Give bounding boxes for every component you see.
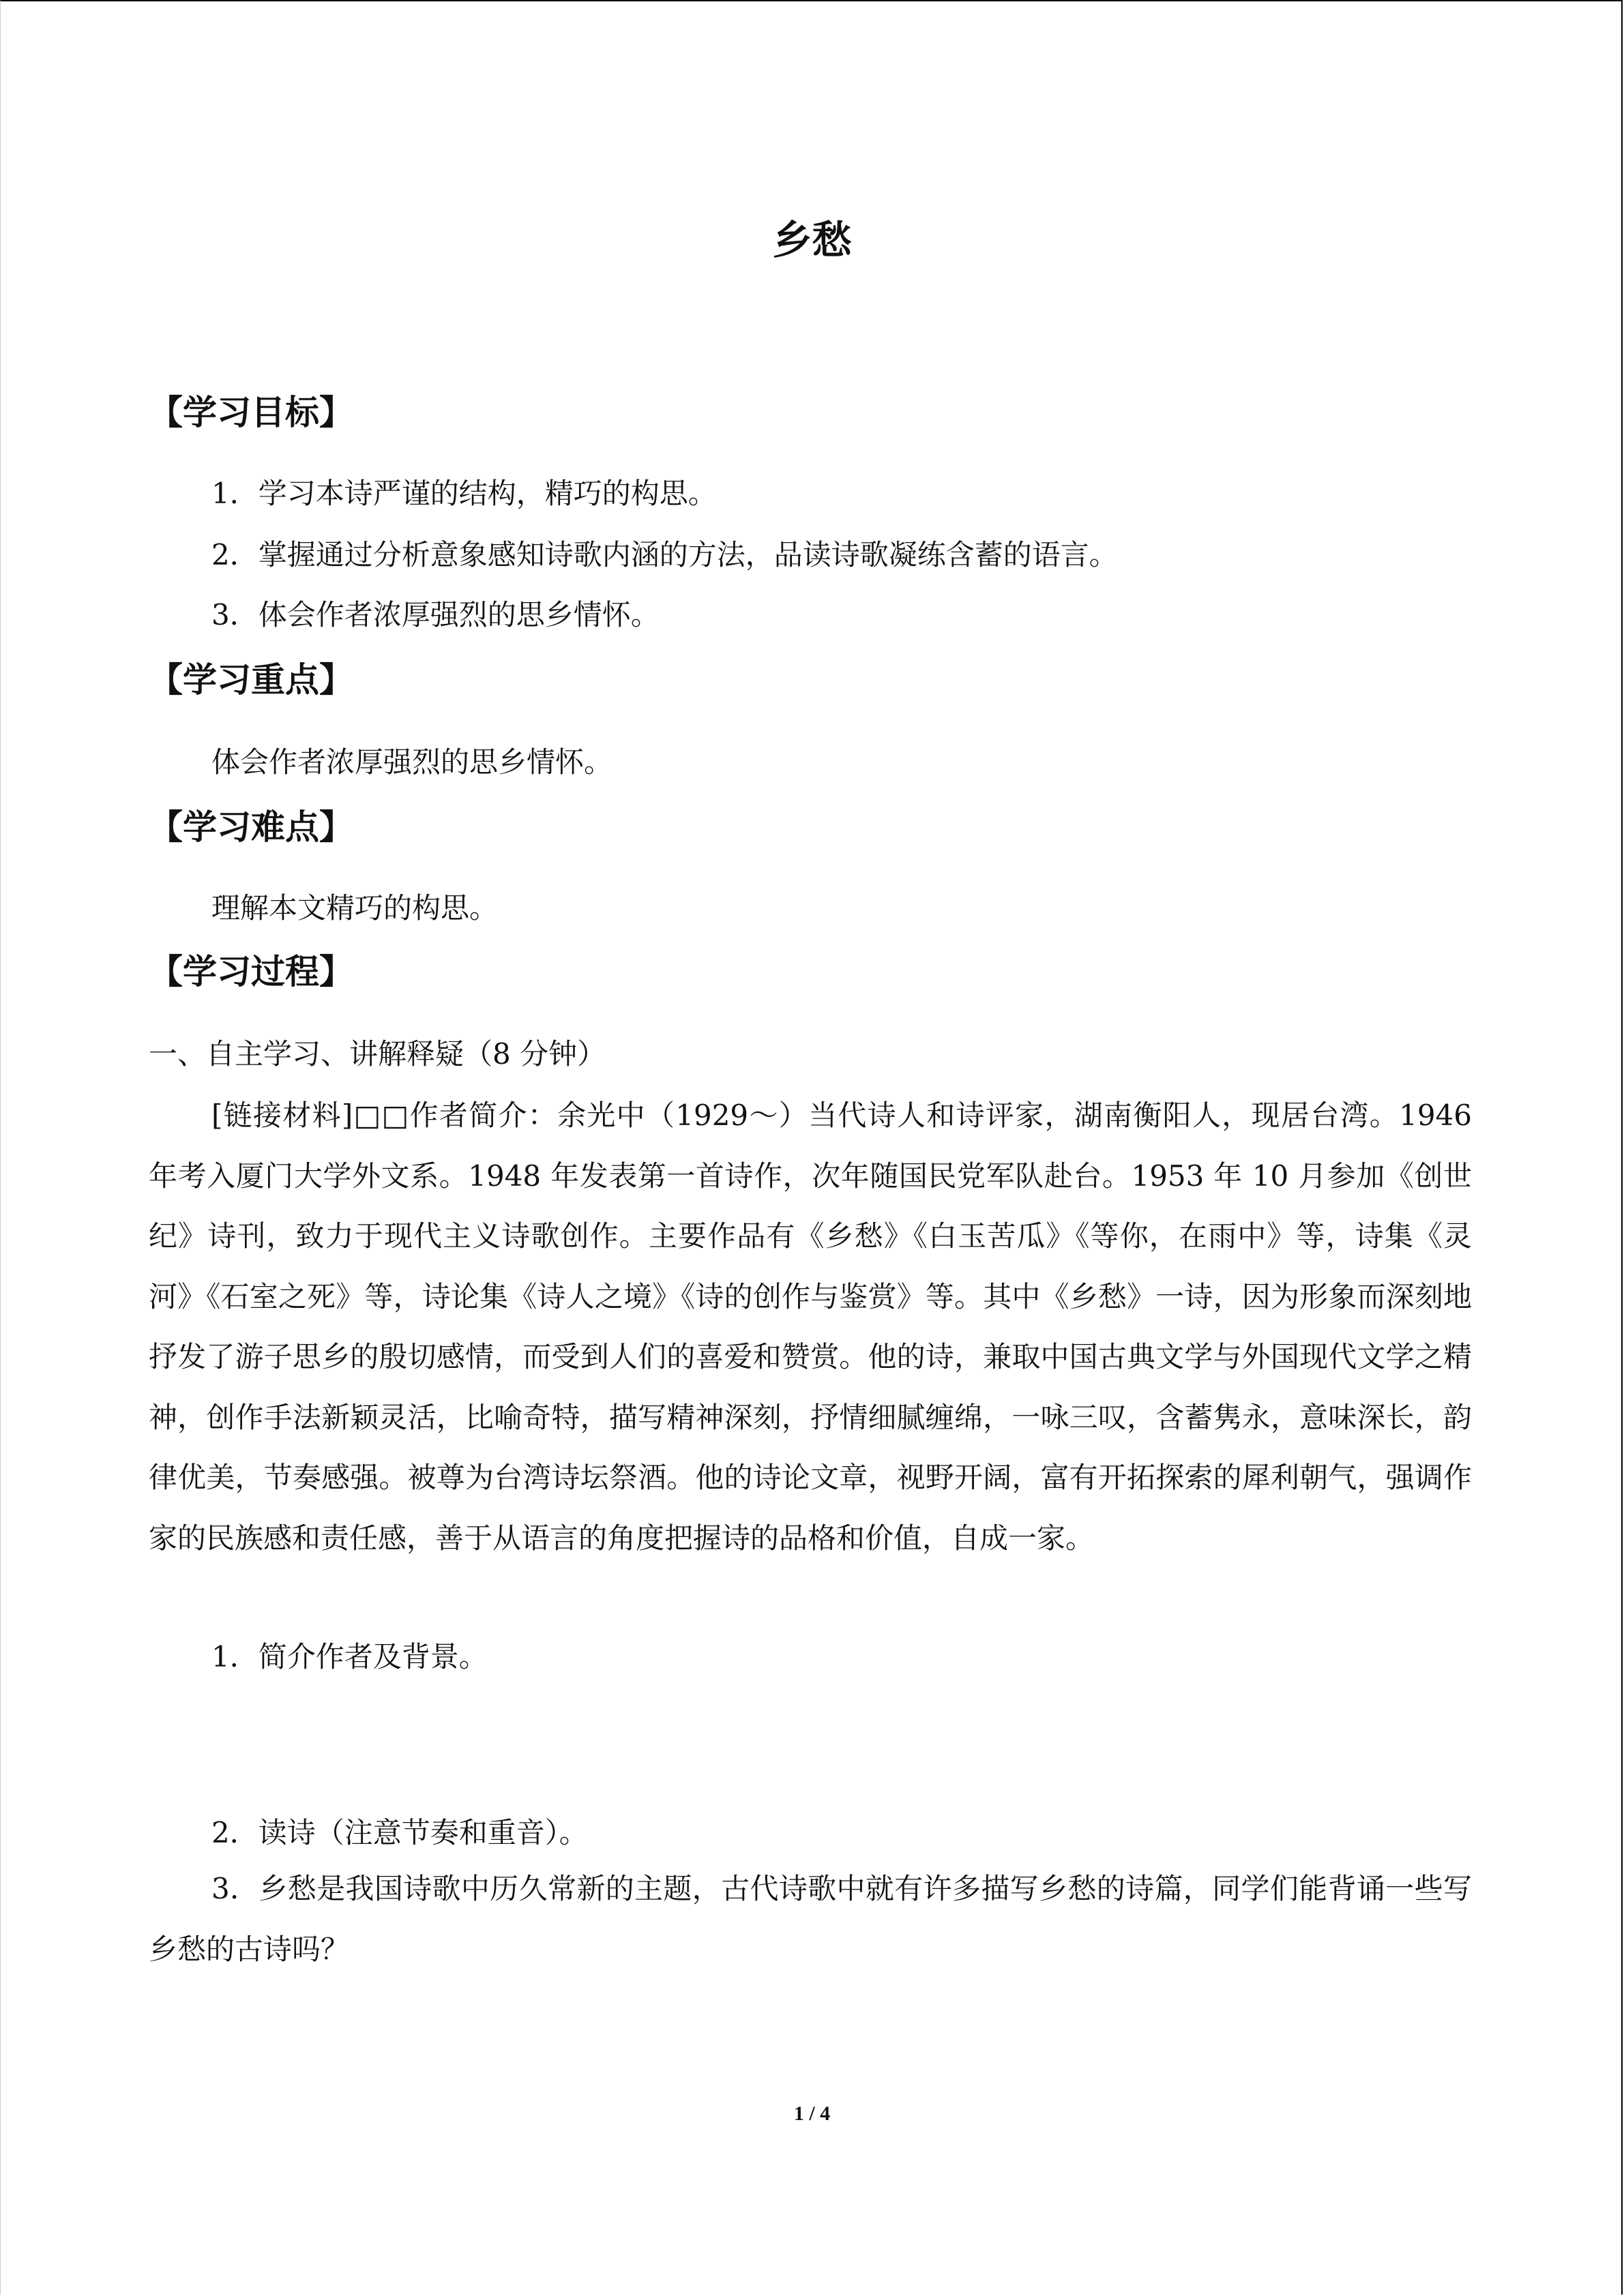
objective-item: 2．掌握通过分析意象感知诗歌内涵的方法，品读诗歌凝练含蓄的语言。 xyxy=(211,538,1118,571)
process-heading: 【学习过程】 xyxy=(149,952,353,992)
difficulties-heading: 【学习难点】 xyxy=(149,807,353,847)
task-3: 3．乡愁是我国诗歌中历久常新的主题，古代诗歌中就有许多描写乡愁的诗篇，同学们能背诵一些写乡愁的古诗吗？ xyxy=(149,1872,1472,1966)
key-points-heading: 【学习重点】 xyxy=(149,660,353,700)
difficulties-text: 理解本文精巧的构思。 xyxy=(211,891,499,925)
linked-material-paragraph: [链接材料]□□作者简介：余光中（1929～）当代诗人和诗评家，湖南衡阳人，现居台湾。1946 年考入厦门大学外文系。1948 年发表第一首诗作，次年随国民党军队赴台。1953 年 10 月参加《创世纪》诗刊，致力于现代主义诗歌创作。主要作品有《乡愁》《白玉苦瓜》《等你，在雨中》等，诗集《灵河》《石室之死》等，诗论集《诗人之境》《诗的创作与鉴赏》等。其中《乡愁》一诗，因为形象而深刻地抒发了游子思乡的殷切感情，而受到人们的喜爱和赞赏。他的诗，兼取中国古典文学与外国现代文学之精神，创作手法新颖灵活，比喻奇特，描写精神深刻，抒情细腻缠绵，一咏三叹，含蓄隽永，意味深长，韵律优美，节奏感强。被尊为台湾诗坛祭酒。他的诗论文章，视野开阔，富有开拓探索的犀利朝气，强调作家的民族感和责任感，善于从语言的角度把握诗的品格和价值，自成一家。 xyxy=(149,1099,1472,1555)
task-2: 2．读诗（注意节奏和重音）。 xyxy=(211,1816,588,1849)
document-title: 乡愁 xyxy=(772,217,852,263)
key-points-text: 体会作者浓厚强烈的思乡情怀。 xyxy=(211,745,613,779)
objectives-heading: 【学习目标】 xyxy=(149,393,353,432)
objective-item: 1．学习本诗严谨的结构，精巧的构思。 xyxy=(211,477,717,510)
task-1: 1．简介作者及背景。 xyxy=(211,1640,488,1673)
part1-heading: 一、自主学习、讲解释疑（8 分钟） xyxy=(149,1037,606,1071)
objective-item: 3．体会作者浓厚强烈的思乡情怀。 xyxy=(211,598,660,631)
page-number: 1 / 4 xyxy=(793,2102,831,2125)
